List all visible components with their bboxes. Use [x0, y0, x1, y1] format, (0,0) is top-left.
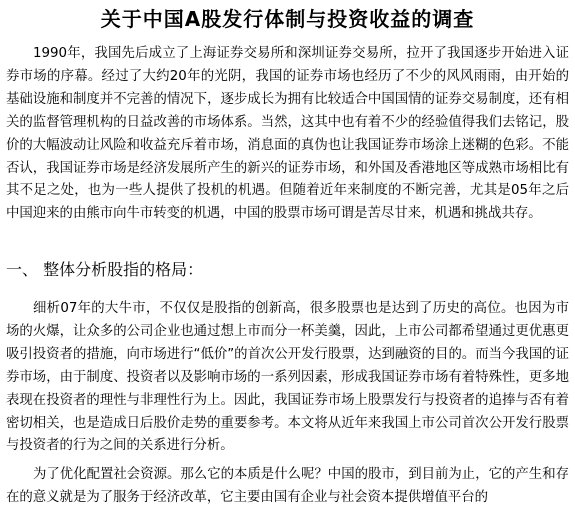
intro-paragraph: 1990年，我国先后成立了上海证券交易所和深圳证券交易所，拉开了我国逐步开始进入证券市场的序幕。经过了大约20年的光阴，我国的证券市场也经历了不少的风风雨雨，由开始的基础设施和制度并不完善的情况下，逐步成长为拥有比较适合中国国情的证券交易制度，还有相关的监督管理机构的日益改善的市场体系。当然，这其中也有着不少的经验值得我们去铭记，股价的大幅波动让风险和收益充斥着市场，消息面的真伪也让我国证券市场涂上迷糊的色彩。不能否认，我国证券市场是经济发展所产生的新兴的证券市场，和外国及香港地区等成熟市场相比有其不足之处，也为一些人提供了投机的机遇。但随着近年来制度的不断完善，尤其是05年之后中国迎来的由熊市向牛市转变的机遇，中国的股票市场可谓是苦尽甘来，机遇和挑战共存。: [6, 46, 569, 222]
body-paragraph: 细析07年的大牛市，不仅仅是股指的创新高，很多股票也是达到了历史的高位。也因为市场的火爆，让众多的公司企业也通过想上市而分一杯美羹，因此，上市公司都希望通过更优惠更吸引投资者的措施，向市场进行“低价”的首次公开发行股票，达到融资的目的。而当今我国的证券市场，由于制度、投资者以及影响市场的一系列因素，形成我国证券市场有着特殊性，更多地表现在投资者的理性与非理性行为上。因此，我国证券市场上股票发行与投资者的追捧与否有着密切相关，也是造成日后股价走势的重要参考。本文将从近年来我国上市公司首次公开发行股票与投资者的行为之间的关系进行分析。: [6, 301, 569, 454]
document-title: 关于中国A股发行体制与投资收益的调查: [100, 7, 475, 31]
body-paragraph: 为了优化配置社会资源。那么它的本质是什么呢？中国的股市，到目前为止，它的产生和存在的意义就是为了服务于经济改革，它主要由国有企业与社会资本提供增值平台的: [6, 467, 569, 505]
section-heading: 一、 整体分析股指的格局：: [6, 260, 204, 279]
